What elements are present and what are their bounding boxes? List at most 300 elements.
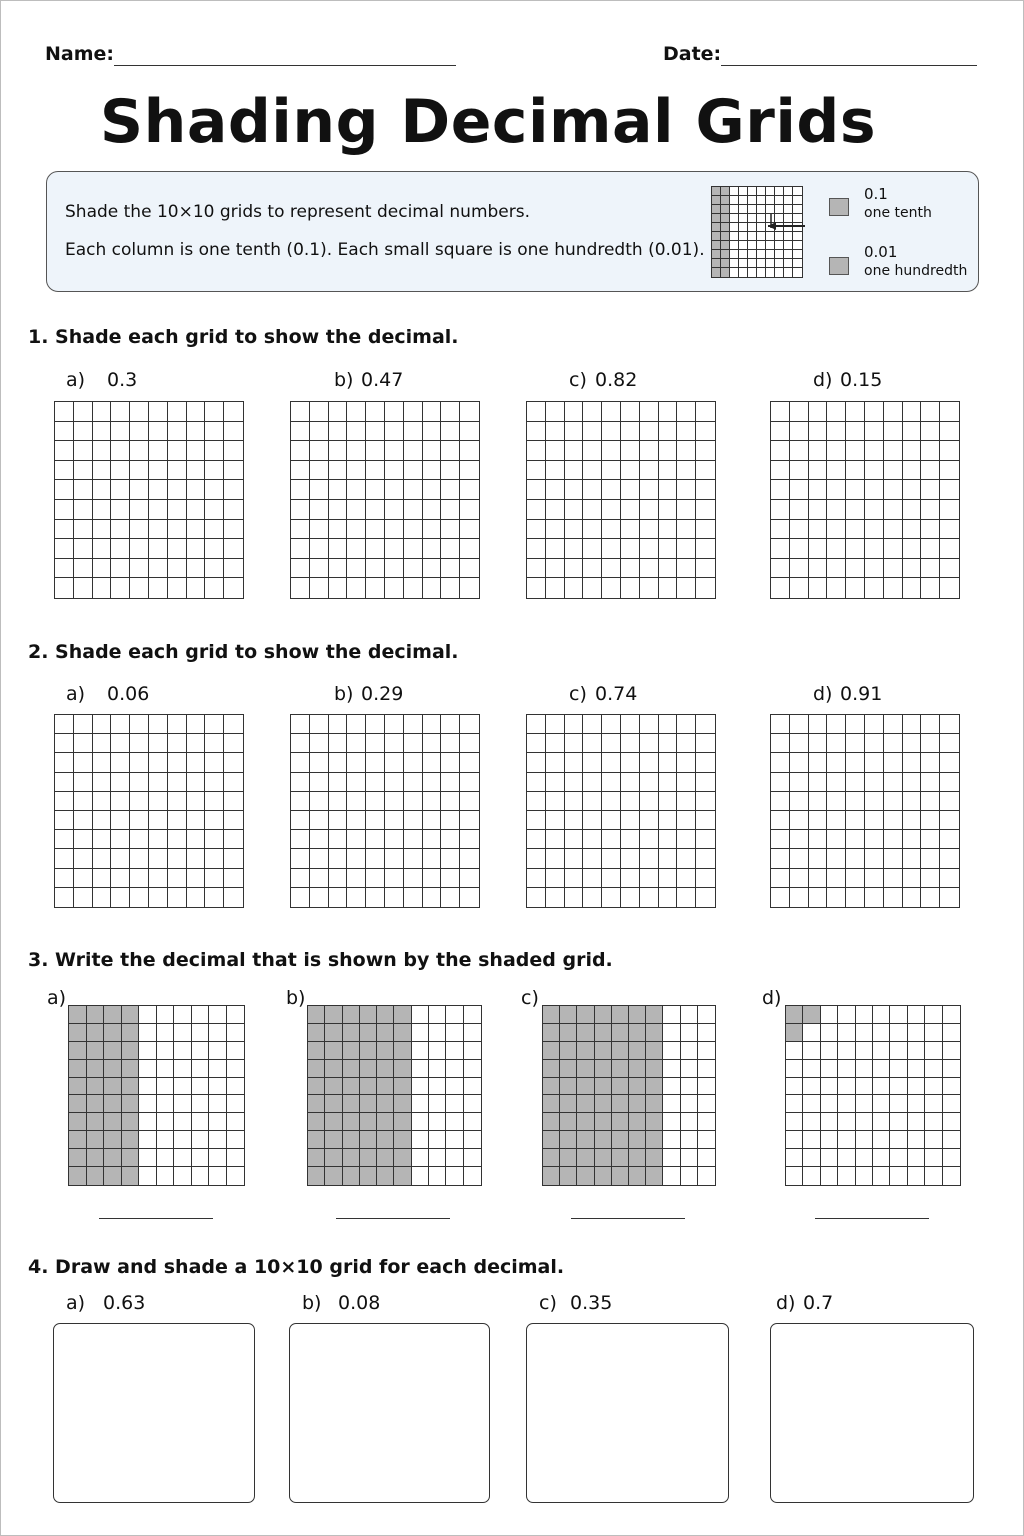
grid-cell[interactable] [168,422,187,442]
grid-cell[interactable] [865,578,884,598]
grid-cell[interactable] [809,811,828,830]
grid-cell[interactable] [546,869,565,888]
grid-cell[interactable] [527,734,546,753]
grid-cell[interactable] [347,422,366,442]
grid-cell[interactable] [696,888,715,907]
grid-cell[interactable] [846,480,865,500]
grid-cell[interactable] [291,773,310,792]
grid-cell[interactable] [441,773,460,792]
grid-cell[interactable] [460,402,479,422]
grid-cell[interactable] [659,734,678,753]
grid-cell[interactable] [149,849,168,868]
grid-cell[interactable] [790,539,809,559]
grid-cell[interactable] [827,830,846,849]
grid-cell[interactable] [602,753,621,772]
grid-cell[interactable] [565,773,584,792]
grid-cell[interactable] [696,422,715,442]
grid-cell[interactable] [460,715,479,734]
grid-cell[interactable] [149,461,168,481]
grid-cell[interactable] [677,402,696,422]
grid-cell[interactable] [310,559,329,579]
grid-cell[interactable] [205,578,224,598]
grid-cell[interactable] [884,715,903,734]
grid-cell[interactable] [74,849,93,868]
grid-cell[interactable] [460,811,479,830]
grid-cell[interactable] [583,461,602,481]
grid-cell[interactable] [404,811,423,830]
grid-cell[interactable] [385,773,404,792]
grid-cell[interactable] [903,461,922,481]
grid-cell[interactable] [168,578,187,598]
grid-cell[interactable] [659,792,678,811]
grid-cell[interactable] [329,422,348,442]
grid-cell[interactable] [583,849,602,868]
grid-cell[interactable] [940,811,959,830]
grid-cell[interactable] [149,773,168,792]
grid-cell[interactable] [205,753,224,772]
grid-cell[interactable] [460,578,479,598]
grid-cell[interactable] [903,830,922,849]
grid-cell[interactable] [659,402,678,422]
grid-cell[interactable] [790,792,809,811]
grid-cell[interactable] [93,830,112,849]
grid-cell[interactable] [310,869,329,888]
grid-cell[interactable] [846,811,865,830]
grid-cell[interactable] [621,402,640,422]
grid-cell[interactable] [696,849,715,868]
grid-cell[interactable] [696,402,715,422]
grid-cell[interactable] [310,849,329,868]
grid-cell[interactable] [640,559,659,579]
grid-cell[interactable] [659,422,678,442]
grid-cell[interactable] [187,520,206,540]
grid-cell[interactable] [55,520,74,540]
grid-cell[interactable] [291,480,310,500]
grid-cell[interactable] [696,461,715,481]
grid-cell[interactable] [74,422,93,442]
grid-cell[interactable] [546,792,565,811]
grid-cell[interactable] [790,422,809,442]
grid-cell[interactable] [93,849,112,868]
grid-cell[interactable] [404,441,423,461]
grid-cell[interactable] [940,849,959,868]
grid-cell[interactable] [865,559,884,579]
grid-cell[interactable] [385,539,404,559]
grid-cell[interactable] [921,715,940,734]
grid-cell[interactable] [546,849,565,868]
grid-cell[interactable] [884,888,903,907]
grid-cell[interactable] [74,402,93,422]
grid-cell[interactable] [583,500,602,520]
grid-cell[interactable] [385,792,404,811]
grid-cell[interactable] [696,578,715,598]
grid-cell[interactable] [546,715,565,734]
grid-cell[interactable] [329,500,348,520]
grid-cell[interactable] [602,830,621,849]
grid-cell[interactable] [677,869,696,888]
grid-cell[interactable] [460,441,479,461]
grid-cell[interactable] [640,849,659,868]
grid-cell[interactable] [291,869,310,888]
grid-cell[interactable] [347,520,366,540]
grid-cell[interactable] [310,500,329,520]
grid-cell[interactable] [677,849,696,868]
grid-cell[interactable] [940,441,959,461]
grid-cell[interactable] [205,520,224,540]
grid-cell[interactable] [404,753,423,772]
grid-cell[interactable] [329,539,348,559]
grid-cell[interactable] [827,753,846,772]
grid-cell[interactable] [677,520,696,540]
grid-cell[interactable] [347,888,366,907]
grid-cell[interactable] [771,811,790,830]
grid-cell[interactable] [827,402,846,422]
grid-cell[interactable] [903,578,922,598]
grid-cell[interactable] [385,734,404,753]
grid-cell[interactable] [310,520,329,540]
name-field-line[interactable] [114,65,456,66]
grid-cell[interactable] [404,869,423,888]
grid-cell[interactable] [168,734,187,753]
grid-cell[interactable] [385,461,404,481]
grid-cell[interactable] [546,888,565,907]
grid-cell[interactable] [366,715,385,734]
grid-cell[interactable] [130,539,149,559]
grid-cell[interactable] [111,578,130,598]
grid-cell[interactable] [130,402,149,422]
grid-cell[interactable] [677,792,696,811]
grid-cell[interactable] [865,539,884,559]
grid-cell[interactable] [205,849,224,868]
grid-cell[interactable] [187,480,206,500]
grid-cell[interactable] [205,830,224,849]
grid-cell[interactable] [168,500,187,520]
grid-cell[interactable] [677,578,696,598]
grid-cell[interactable] [74,578,93,598]
grid-cell[interactable] [696,830,715,849]
grid-cell[interactable] [404,539,423,559]
grid-cell[interactable] [310,480,329,500]
grid-cell[interactable] [385,578,404,598]
grid-cell[interactable] [602,715,621,734]
grid-cell[interactable] [659,559,678,579]
grid-cell[interactable] [149,500,168,520]
grid-cell[interactable] [903,869,922,888]
grid-cell[interactable] [677,830,696,849]
grid-cell[interactable] [310,402,329,422]
grid-cell[interactable] [809,773,828,792]
grid-cell[interactable] [130,461,149,481]
grid-cell[interactable] [93,869,112,888]
grid-cell[interactable] [329,811,348,830]
grid-cell[interactable] [149,559,168,579]
grid-cell[interactable] [423,773,442,792]
grid-cell[interactable] [310,734,329,753]
grid-cell[interactable] [130,811,149,830]
grid-cell[interactable] [659,715,678,734]
grid-cell[interactable] [809,461,828,481]
grid-cell[interactable] [224,559,243,579]
grid-cell[interactable] [846,830,865,849]
grid-cell[interactable] [366,539,385,559]
grid-cell[interactable] [385,715,404,734]
grid-cell[interactable] [696,480,715,500]
grid-cell[interactable] [224,578,243,598]
grid-cell[interactable] [55,715,74,734]
grid-cell[interactable] [441,869,460,888]
grid-cell[interactable] [187,849,206,868]
grid-cell[interactable] [940,888,959,907]
grid-cell[interactable] [404,888,423,907]
grid-cell[interactable] [546,734,565,753]
grid-cell[interactable] [621,559,640,579]
grid-cell[interactable] [940,461,959,481]
grid-cell[interactable] [168,461,187,481]
grid-cell[interactable] [771,734,790,753]
grid-cell[interactable] [291,830,310,849]
grid-cell[interactable] [677,773,696,792]
grid-cell[interactable] [329,734,348,753]
grid-cell[interactable] [546,811,565,830]
grid-cell[interactable] [385,869,404,888]
grid-cell[interactable] [93,520,112,540]
grid-cell[interactable] [621,578,640,598]
grid-cell[interactable] [903,402,922,422]
grid-cell[interactable] [809,500,828,520]
grid-cell[interactable] [55,869,74,888]
grid-cell[interactable] [790,734,809,753]
grid-cell[interactable] [291,811,310,830]
grid-cell[interactable] [366,869,385,888]
grid-cell[interactable] [187,715,206,734]
grid-cell[interactable] [130,559,149,579]
grid-cell[interactable] [565,811,584,830]
grid-cell[interactable] [385,849,404,868]
grid-cell[interactable] [55,461,74,481]
grid-cell[interactable] [846,753,865,772]
grid-cell[interactable] [224,734,243,753]
grid-cell[interactable] [602,461,621,481]
grid-cell[interactable] [423,734,442,753]
grid-cell[interactable] [903,520,922,540]
grid-cell[interactable] [940,734,959,753]
grid-cell[interactable] [771,520,790,540]
grid-cell[interactable] [187,773,206,792]
grid-cell[interactable] [366,773,385,792]
grid-cell[interactable] [111,520,130,540]
grid-cell[interactable] [423,888,442,907]
grid-cell[interactable] [366,888,385,907]
grid-cell[interactable] [111,539,130,559]
grid-cell[interactable] [921,830,940,849]
grid-cell[interactable] [347,578,366,598]
grid-cell[interactable] [565,402,584,422]
grid-cell[interactable] [291,888,310,907]
grid-cell[interactable] [546,830,565,849]
grid-cell[interactable] [696,773,715,792]
grid-cell[interactable] [74,869,93,888]
grid-cell[interactable] [696,734,715,753]
grid-cell[interactable] [168,539,187,559]
grid-cell[interactable] [865,422,884,442]
grid-cell[interactable] [565,734,584,753]
grid-cell[interactable] [111,792,130,811]
grid-cell[interactable] [111,773,130,792]
grid-cell[interactable] [865,830,884,849]
grid-cell[interactable] [546,773,565,792]
grid-cell[interactable] [441,578,460,598]
grid-cell[interactable] [921,402,940,422]
grid-cell[interactable] [111,461,130,481]
grid-cell[interactable] [187,422,206,442]
grid-cell[interactable] [903,500,922,520]
grid-cell[interactable] [846,734,865,753]
grid-cell[interactable] [111,734,130,753]
grid-cell[interactable] [527,869,546,888]
grid-cell[interactable] [366,849,385,868]
grid-cell[interactable] [565,849,584,868]
grid-cell[interactable] [846,888,865,907]
grid-cell[interactable] [347,539,366,559]
grid-cell[interactable] [677,888,696,907]
grid-cell[interactable] [187,500,206,520]
q3-b-answer-line[interactable] [336,1218,450,1219]
grid-cell[interactable] [385,753,404,772]
grid-cell[interactable] [583,715,602,734]
grid-cell[interactable] [347,559,366,579]
grid-cell[interactable] [460,539,479,559]
grid-cell[interactable] [790,578,809,598]
grid-cell[interactable] [790,773,809,792]
grid-cell[interactable] [55,500,74,520]
grid-cell[interactable] [659,849,678,868]
grid-cell[interactable] [565,520,584,540]
grid-cell[interactable] [366,578,385,598]
grid-cell[interactable] [460,849,479,868]
grid-cell[interactable] [460,559,479,579]
q3-a-answer-line[interactable] [99,1218,213,1219]
grid-cell[interactable] [168,888,187,907]
grid-cell[interactable] [460,830,479,849]
grid-cell[interactable] [940,578,959,598]
grid-cell[interactable] [527,773,546,792]
grid-cell[interactable] [205,811,224,830]
grid-cell[interactable] [827,578,846,598]
grid-cell[interactable] [827,734,846,753]
grid-cell[interactable] [460,753,479,772]
grid-cell[interactable] [441,520,460,540]
grid-cell[interactable] [423,422,442,442]
grid-cell[interactable] [884,753,903,772]
grid-cell[interactable] [93,715,112,734]
grid-cell[interactable] [921,888,940,907]
grid-cell[interactable] [527,830,546,849]
grid-cell[interactable] [884,830,903,849]
grid-cell[interactable] [659,480,678,500]
grid-cell[interactable] [366,734,385,753]
grid-cell[interactable] [827,461,846,481]
grid-cell[interactable] [677,715,696,734]
grid-cell[interactable] [168,811,187,830]
grid-cell[interactable] [527,792,546,811]
grid-cell[interactable] [659,869,678,888]
grid-cell[interactable] [423,811,442,830]
grid-cell[interactable] [527,422,546,442]
grid-cell[interactable] [55,441,74,461]
grid-cell[interactable] [790,888,809,907]
grid-cell[interactable] [677,734,696,753]
grid-cell[interactable] [846,559,865,579]
grid-cell[interactable] [224,888,243,907]
grid-cell[interactable] [583,773,602,792]
grid-cell[interactable] [291,559,310,579]
grid-cell[interactable] [659,578,678,598]
grid-cell[interactable] [168,869,187,888]
grid-cell[interactable] [291,422,310,442]
grid-cell[interactable] [366,830,385,849]
grid-cell[interactable] [111,422,130,442]
grid-cell[interactable] [224,461,243,481]
grid-cell[interactable] [404,830,423,849]
grid-cell[interactable] [659,888,678,907]
grid-cell[interactable] [347,869,366,888]
grid-cell[interactable] [696,539,715,559]
grid-cell[interactable] [865,441,884,461]
grid-cell[interactable] [291,441,310,461]
grid-cell[interactable] [846,849,865,868]
grid-cell[interactable] [921,869,940,888]
grid-cell[interactable] [441,811,460,830]
grid-cell[interactable] [460,734,479,753]
grid-cell[interactable] [865,715,884,734]
q3-d-answer-line[interactable] [815,1218,929,1219]
grid-cell[interactable] [527,539,546,559]
grid-cell[interactable] [827,500,846,520]
grid-cell[interactable] [460,461,479,481]
grid-cell[interactable] [921,480,940,500]
q1-d-grid[interactable] [770,401,960,599]
grid-cell[interactable] [583,753,602,772]
grid-cell[interactable] [809,578,828,598]
grid-cell[interactable] [884,461,903,481]
grid-cell[interactable] [187,402,206,422]
grid-cell[interactable] [565,422,584,442]
grid-cell[interactable] [205,559,224,579]
grid-cell[interactable] [809,422,828,442]
grid-cell[interactable] [621,888,640,907]
grid-cell[interactable] [74,734,93,753]
grid-cell[interactable] [55,578,74,598]
grid-cell[interactable] [404,461,423,481]
grid-cell[interactable] [130,578,149,598]
grid-cell[interactable] [921,753,940,772]
grid-cell[interactable] [565,441,584,461]
grid-cell[interactable] [187,578,206,598]
grid-cell[interactable] [385,830,404,849]
grid-cell[interactable] [149,734,168,753]
grid-cell[interactable] [640,811,659,830]
grid-cell[interactable] [404,773,423,792]
grid-cell[interactable] [903,734,922,753]
grid-cell[interactable] [827,869,846,888]
grid-cell[interactable] [640,830,659,849]
grid-cell[interactable] [93,500,112,520]
grid-cell[interactable] [527,849,546,868]
grid-cell[interactable] [93,422,112,442]
grid-cell[interactable] [903,441,922,461]
grid-cell[interactable] [111,441,130,461]
grid-cell[interactable] [940,792,959,811]
